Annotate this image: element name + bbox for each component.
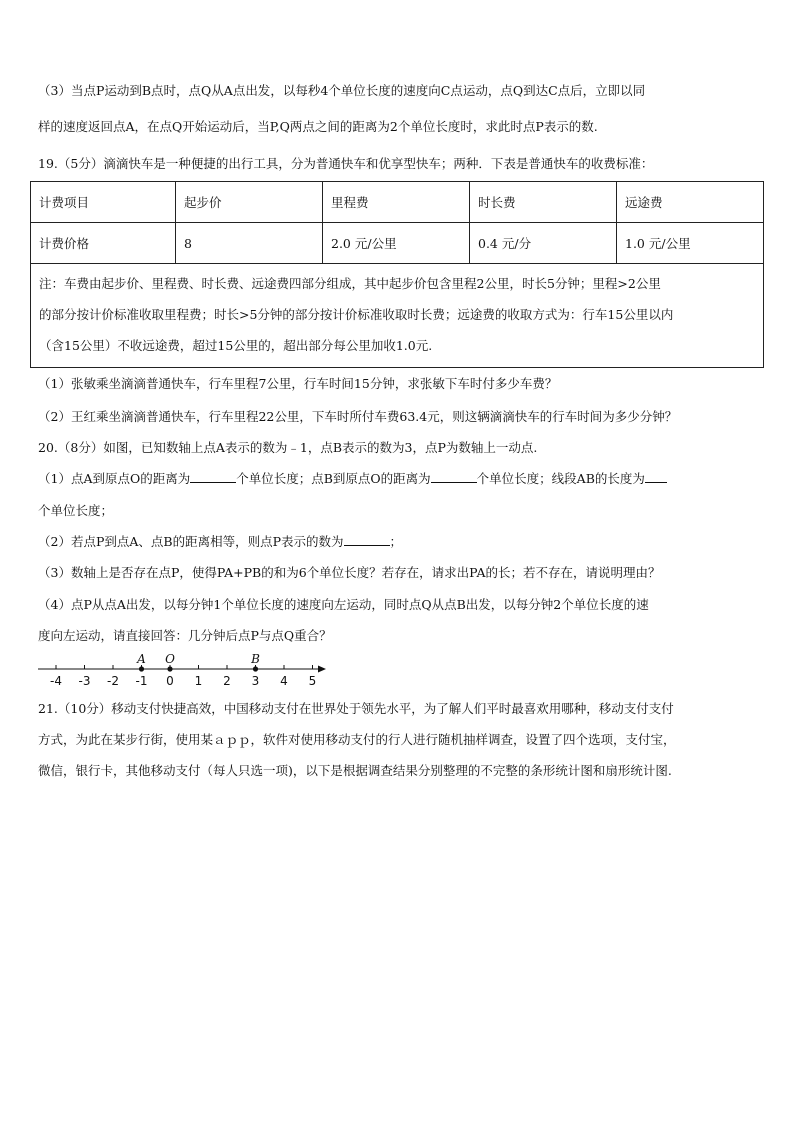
fee-cell: 计费价格 xyxy=(31,223,176,264)
q18-part3-line2: 样的速度返回点A，在点Q开始运动后，当P,Q两点之间的距离为2个单位长度时，求此时点P表示的数. xyxy=(38,119,598,134)
answer-blank[interactable] xyxy=(645,470,667,483)
axis-tick-label: 5 xyxy=(308,674,317,688)
fee-cell: 1.0 元/公里 xyxy=(617,223,764,264)
q20-question-1 xyxy=(38,470,760,488)
q20-q2-text: （2）若点P到点A、点B的距离相等，则点P表示的数为 xyxy=(38,534,344,549)
axis-tick-label: 4 xyxy=(280,674,288,688)
q20-question-1-cont: 个单位长度； xyxy=(38,503,114,518)
axis-tick-label: -1 xyxy=(135,674,148,688)
answer-blank[interactable] xyxy=(190,470,236,483)
axis-tick-label: 0 xyxy=(166,674,174,688)
q20-q1-text: 个单位长度；线段AB的长度为 xyxy=(476,471,645,486)
point-label: A xyxy=(137,652,146,666)
fee-table-header-row xyxy=(31,182,764,223)
fee-note xyxy=(31,264,764,368)
point-label: O xyxy=(165,652,175,666)
q19-intro: 19.（5分）滴滴快车是一种便捷的出行工具，分为普通快车和优享型快车；两种．下表是普通快车的收费标准： xyxy=(38,156,654,171)
axis-tick-label: -3 xyxy=(78,674,91,688)
q20-q2-text: ； xyxy=(389,534,403,549)
point-label: B xyxy=(251,652,260,666)
fee-header-cell: 起步价 xyxy=(176,182,323,223)
point-marker xyxy=(167,666,172,671)
fee-note-line: （含15公里）不收远途费，超过15公里的，超出部分每公里加收1.0元. xyxy=(39,338,433,353)
q18-part3-line1: （3）当点P运动到B点时，点Q从A点出发，以每秒4个单位长度的速度向C点运动，点Q到达C点后，立即以同 xyxy=(38,83,646,98)
q19-question-2: （2）王红乘坐滴滴普通快车，行车里程22公里，下车时所付车费63.4元，则这辆滴滴快车的行车时间为多少分钟？ xyxy=(38,409,678,424)
q20-question-2 xyxy=(38,533,760,551)
q20-intro: 20.（8分）如图，已知数轴上点A表示的数为﹣1，点B表示的数为3，点P为数轴上一动点. xyxy=(38,440,538,455)
q20-q1-text: （1）点A到原点O的距离为 xyxy=(38,471,191,486)
axis-tick-label: -4 xyxy=(50,674,62,688)
q21-line1: 21.（10分）移动支付快捷高效，中国移动支付在世界处于领先水平，为了解人们平时最喜欢用哪种，移动支付支付 xyxy=(38,701,674,716)
axis-tick-label: 3 xyxy=(251,674,260,688)
q21-line2: 方式，为此在某步行街，使用某ａｐｐ，软件对使用移动支付的行人进行随机抽样调查，设置了四个选项，支付宝， xyxy=(38,732,676,747)
q19-question-1: （1）张敏乘坐滴滴普通快车，行车里程7公里，行车时间15分钟，求张敏下车时付多少车费？ xyxy=(38,376,558,391)
number-line xyxy=(38,651,338,691)
q20-question-4-line1: （4）点P从点A出发，以每分钟1个单位长度的速度向左运动，同时点Q从点B出发，以每分钟2个单位长度的速 xyxy=(38,597,649,612)
fee-note-line: 的部分按计价标准收取里程费；时长>5分钟的部分按计价标准收取时长费；远途费的收取方式为：行车15公里以内 xyxy=(39,307,674,322)
answer-blank[interactable] xyxy=(431,470,477,483)
answer-blank[interactable] xyxy=(344,533,390,546)
fee-table xyxy=(30,181,764,368)
q21-line3: 微信，银行卡，其他移动支付（每人只选一项)，以下是根据调查结果分别整理的不完整的条形统计图和扇形统计图. xyxy=(38,763,672,778)
q20-question-4-line2: 度向左运动，请直接回答：几分钟后点P与点Q重合？ xyxy=(38,628,332,643)
fee-table-note-row xyxy=(31,264,764,368)
fee-header-cell: 时长费 xyxy=(470,182,617,223)
axis-tick-label: 1 xyxy=(194,674,203,688)
fee-cell: 0.4 元/分 xyxy=(470,223,617,264)
axis-tick-label: -2 xyxy=(107,674,119,688)
fee-cell: 8 xyxy=(176,223,323,264)
point-marker xyxy=(139,666,144,671)
axis-tick-label: 2 xyxy=(223,674,231,688)
q20-q1-text: 个单位长度；点B到原点O的距离为 xyxy=(236,471,431,486)
q20-question-3: （3）数轴上是否存在点P，使得PA+PB的和为6个单位长度？若存在，请求出PA的长；若不存在，请说明理由？ xyxy=(38,565,661,580)
fee-header-cell: 计费项目 xyxy=(31,182,176,223)
fee-cell: 2.0 元/公里 xyxy=(323,223,470,264)
fee-header-cell: 里程费 xyxy=(323,182,470,223)
fee-header-cell: 远途费 xyxy=(617,182,764,223)
fee-note-line: 注：车费由起步价、里程费、时长费、远途费四部分组成，其中起步价包含里程2公里，时长5分钟；里程>2公里 xyxy=(39,276,661,291)
point-marker xyxy=(253,666,258,671)
fee-table-price-row xyxy=(31,223,764,264)
arrow-right-icon xyxy=(318,666,326,673)
